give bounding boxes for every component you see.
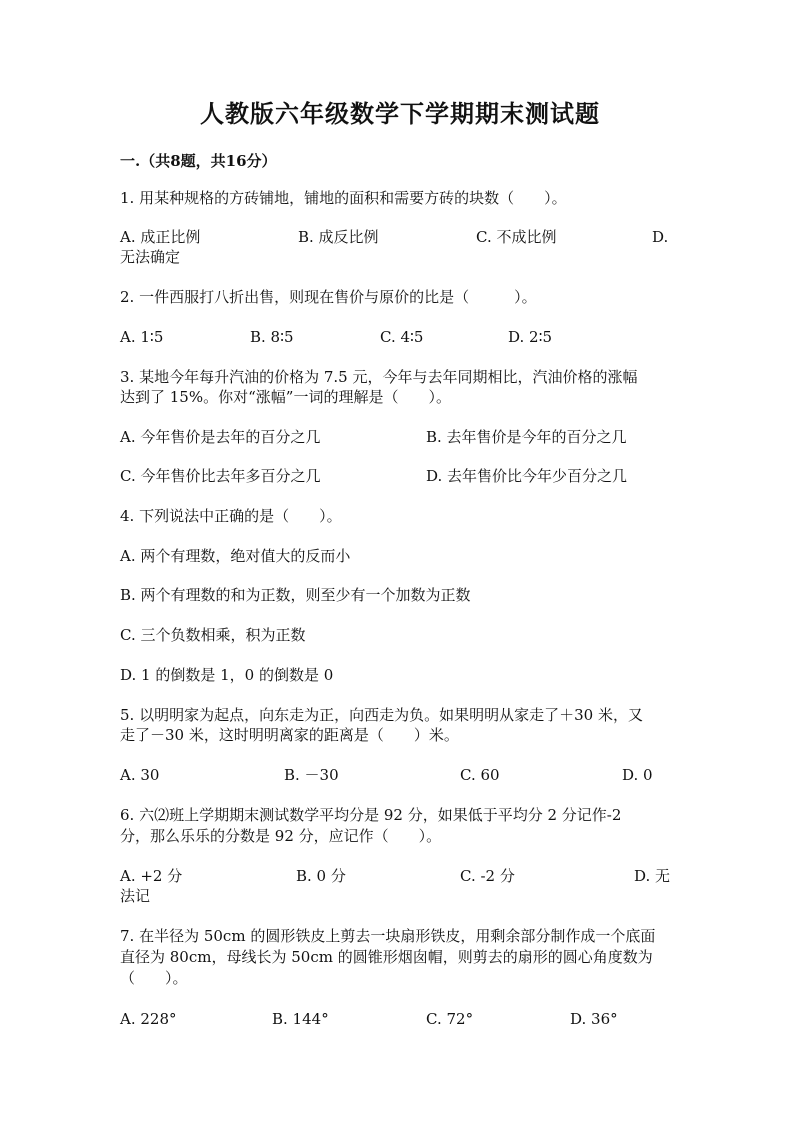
question-5-option-c: C. 60 xyxy=(460,766,500,784)
question-2-option-d: D. 2∶5 xyxy=(508,328,553,346)
question-4-option-b: B. 两个有理数的和为正数，则至少有一个加数为正数 xyxy=(120,586,471,604)
question-3-option-b: B. 去年售价是今年的百分之几 xyxy=(426,428,627,446)
question-1-option-c: C. 不成比例 xyxy=(476,228,557,246)
section-header: 一.（共8题，共16分） xyxy=(120,152,277,170)
question-2-option-c: C. 4∶5 xyxy=(380,328,424,346)
question-7-option-a: A. 228° xyxy=(120,1010,177,1028)
question-1-option-b: B. 成反比例 xyxy=(298,228,379,246)
question-1-option-d-label: D. xyxy=(652,228,669,246)
question-6-option-c: C. -2 分 xyxy=(460,867,515,885)
question-7-option-c: C. 72° xyxy=(426,1010,474,1028)
question-3-option-a: A. 今年售价是去年的百分之几 xyxy=(120,428,321,446)
question-2-option-a: A. 1∶5 xyxy=(120,328,164,346)
question-5-stem-line-2: 走了－30 米，这时明明离家的距离是（ ）米。 xyxy=(120,726,459,744)
question-3-option-d: D. 去年售价比今年少百分之几 xyxy=(426,467,628,485)
question-3-stem-line-2: 达到了 15%。你对“涨幅”一词的理解是（ ）。 xyxy=(120,388,451,406)
question-4-stem: 4. 下列说法中正确的是（ ）。 xyxy=(120,507,342,525)
question-4-option-d: D. 1 的倒数是 1，0 的倒数是 0 xyxy=(120,666,334,684)
question-7-stem-line-3: （ ）。 xyxy=(120,969,188,987)
question-5-stem-line-1: 5. 以明明家为起点，向东走为正，向西走为负。如果明明从家走了＋30 米，又 xyxy=(120,706,643,724)
question-6-option-d-label: D. 无 xyxy=(634,867,671,885)
question-6-option-b: B. 0 分 xyxy=(296,867,346,885)
question-3-option-c: C. 今年售价比去年多百分之几 xyxy=(120,467,321,485)
question-5-option-a: A. 30 xyxy=(120,766,160,784)
question-3-stem-line-1: 3. 某地今年每升汽油的价格为 7.5 元，今年与去年同期相比，汽油价格的涨幅 xyxy=(120,368,638,386)
question-4-option-a: A. 两个有理数，绝对值大的反而小 xyxy=(120,547,351,565)
question-6-stem-line-2: 分，那么乐乐的分数是 92 分，应记作（ ）。 xyxy=(120,827,442,845)
question-6-option-d-text: 法记 xyxy=(120,887,151,905)
question-7-option-d: D. 36° xyxy=(570,1010,618,1028)
page-title: 人教版六年级数学下学期期末测试题 xyxy=(200,99,600,128)
question-4-option-c: C. 三个负数相乘，积为正数 xyxy=(120,626,306,644)
question-1-option-a: A. 成正比例 xyxy=(120,228,201,246)
question-1-stem: 1. 用某种规格的方砖铺地，铺地的面积和需要方砖的块数（ ）。 xyxy=(120,189,567,207)
question-7-stem-line-2: 直径为 80cm，母线长为 50cm 的圆锥形烟囱帽，则剪去的扇形的圆心角度数为 xyxy=(120,948,653,966)
question-5-option-b: B. －30 xyxy=(284,766,339,784)
question-7-option-b: B. 144° xyxy=(272,1010,329,1028)
question-1-option-d-text: 无法确定 xyxy=(120,248,181,266)
question-2-option-b: B. 8∶5 xyxy=(250,328,294,346)
question-6-stem-line-1: 6. 六⑵班上学期期末测试数学平均分是 92 分，如果低于平均分 2 分记作-2 xyxy=(120,806,622,824)
question-5-option-d: D. 0 xyxy=(622,766,653,784)
question-7-stem-line-1: 7. 在半径为 50cm 的圆形铁皮上剪去一块扇形铁皮，用剩余部分制作成一个底面 xyxy=(120,927,656,945)
question-2-stem: 2. 一件西服打八折出售，则现在售价与原价的比是（ ）。 xyxy=(120,288,537,306)
question-6-option-a: A. +2 分 xyxy=(120,867,183,885)
